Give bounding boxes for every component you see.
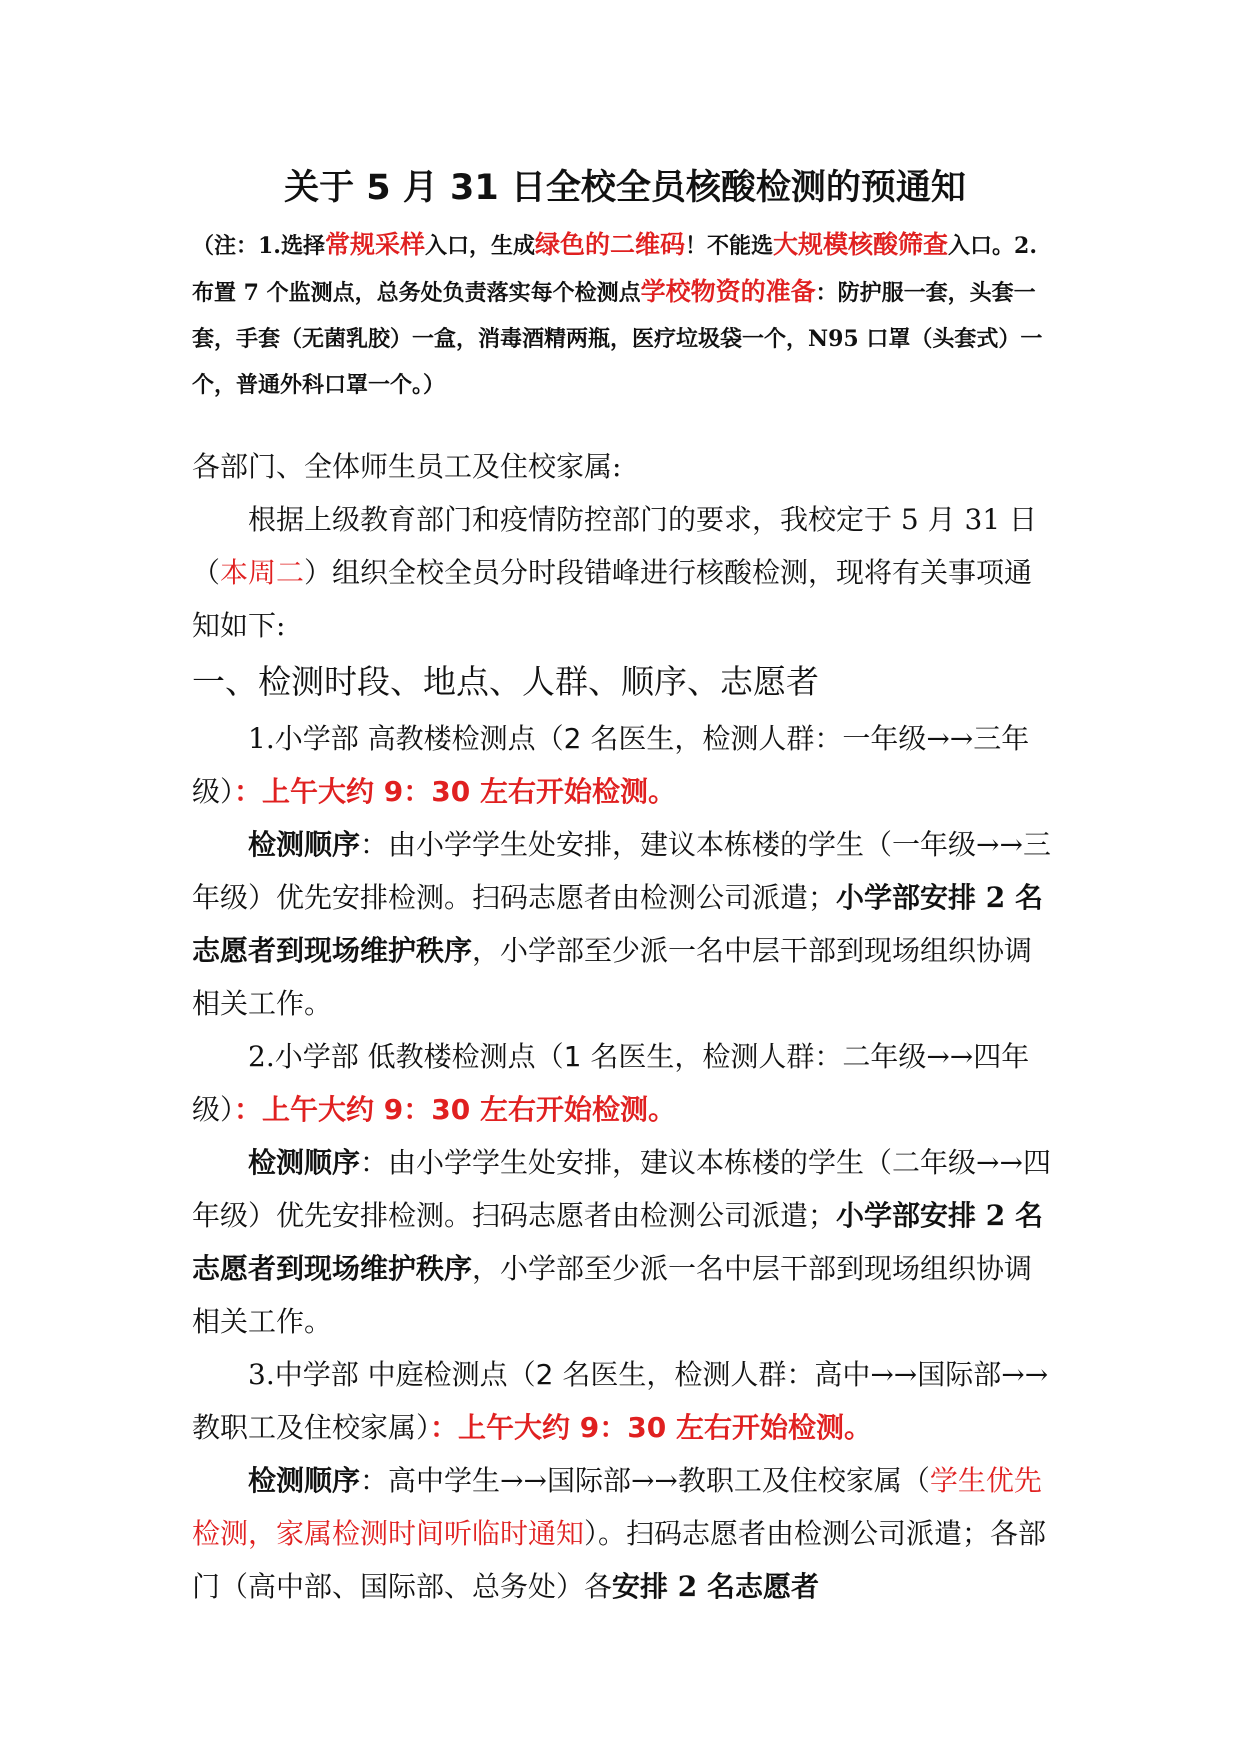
note-highlight-school-supplies: 学校物资的准备 (640, 277, 816, 306)
note-paragraph (192, 222, 1058, 408)
item-3-group: 高中→→国际部→→教职工及住校家属） (192, 1358, 1049, 1444)
item-3-number: 3. (248, 1358, 275, 1391)
page-title: 关于 5 月 31 日全校全员核酸检测的预通知 (284, 168, 966, 208)
note-text-1: （注：1.选择 (192, 233, 325, 259)
item-1-group: 一年级→→三年级） (192, 722, 1030, 808)
note-text-2: 入口，生成 (424, 233, 535, 259)
document-body (192, 160, 1058, 1613)
intro-text-1: 根据上级教育部门和疫情防控部门的要求，我校定于 5 月 31 日（ (192, 503, 1038, 589)
item-1-order-tail: ，小学部至少派一名中层干部到现场组织协调相关工作。 (192, 934, 1033, 1020)
item-3-order-priority-note: 学生优先检测，家属检测时间听临时通知 (192, 1464, 1042, 1550)
note-text-4: 入口。2.布置 7 个监测点，总务处负责落实每个检测点 (192, 233, 1038, 306)
item-3-order-volunteers: 安排 2 名志愿者 (612, 1570, 819, 1603)
item-2-order-text: ：由小学学生处安排，建议本栋楼的学生（二年级→→四年级）优先安排检测。扫码志愿者由检测公司派遣； (192, 1146, 1051, 1232)
note-text-3: ！不能选 (685, 233, 774, 259)
item-1-order-label: 检测顺序 (248, 828, 361, 861)
note-text-5: ：防护服一套，头套一套，手套（无菌乳胶）一盒，消毒酒精两瓶，医疗垃圾袋一个，N95 口罩（头套式）一个，普通外科口罩一个。） (192, 280, 1043, 398)
intro-text-2: ）组织全校全员分时段错峰进行核酸检测，现将有关事项通知如下: (192, 556, 1033, 642)
item-1-header (192, 712, 1058, 818)
item-2-number: 2. (248, 1040, 275, 1073)
item-1-order-text: ：由小学学生处安排，建议本栋楼的学生（一年级→→三年级）优先安排检测。扫码志愿者由检测公司派遣； (192, 828, 1051, 914)
item-3-time: ：上午大约 9：30 左右开始检测。 (430, 1411, 872, 1444)
item-3-order (192, 1454, 1058, 1613)
note-highlight-routine-sampling: 常规采样 (324, 230, 425, 259)
item-2-header (192, 1030, 1058, 1136)
note-highlight-green-qrcode: 绿色的二维码 (535, 230, 686, 259)
item-3-header (192, 1348, 1058, 1454)
intro-paragraph (192, 493, 1058, 652)
item-2-order-tail: ，小学部至少派一名中层干部到现场组织协调相关工作。 (192, 1252, 1033, 1338)
item-1-head: 小学部 高教楼检测点（2 名医生，检测人群： (274, 722, 843, 755)
item-3-order-label: 检测顺序 (248, 1464, 361, 1497)
item-2-group: 二年级→→四年级） (192, 1040, 1030, 1126)
item-1-time: ：上午大约 9：30 左右开始检测。 (234, 775, 676, 808)
item-2-head: 小学部 低教楼检测点（1 名医生，检测人群： (274, 1040, 843, 1073)
item-2-order-label: 检测顺序 (248, 1146, 361, 1179)
item-2-order (192, 1136, 1058, 1348)
item-3-head: 中学部 中庭检测点（2 名医生，检测人群： (274, 1358, 815, 1391)
note-highlight-mass-screening: 大规模核酸筛查 (773, 230, 949, 259)
salutation: 各部门、全体师生员工及住校家属: (192, 450, 622, 483)
item-3-order-text: ：高中学生→→国际部→→教职工及住校家属（ (360, 1464, 930, 1497)
item-1-number: 1. (248, 722, 275, 755)
section-heading: 一、检测时段、地点、人群、顺序、志愿者 (192, 662, 819, 701)
item-2-order-volunteers: 小学部安排 2 名志愿者到现场维护秩序 (192, 1199, 1043, 1285)
item-1-order-volunteers: 小学部安排 2 名志愿者到现场维护秩序 (192, 881, 1043, 967)
item-1-order (192, 818, 1058, 1030)
intro-highlight-tuesday: 本周二 (220, 556, 305, 589)
item-3-order-tail: ）。扫码志愿者由检测公司派遣；各部门（高中部、国际部、总务处）各 (192, 1517, 1047, 1603)
item-2-time: ：上午大约 9：30 左右开始检测。 (234, 1093, 676, 1126)
